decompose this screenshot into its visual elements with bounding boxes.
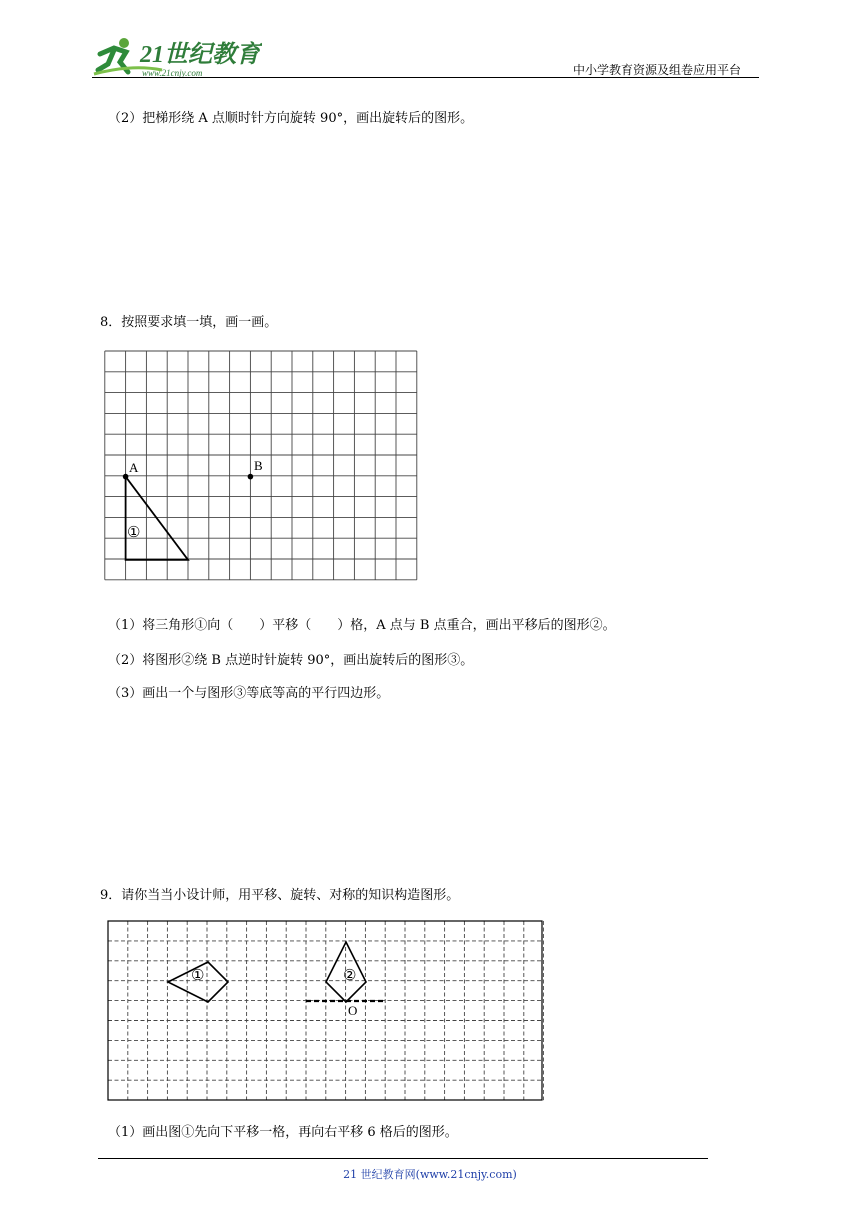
label-b: B [254, 458, 263, 473]
logo-url-text: www.21cnjy.com [142, 68, 203, 78]
shape-2-label: ② [343, 968, 357, 984]
q9-title: 9．请你当当小设计师，用平移、旋转、对称的知识构造图形。 [100, 888, 460, 903]
footer-text: 21 世纪教育网(www.21cnjy.com) [343, 1168, 517, 1181]
q8-grid-figure [102, 349, 420, 583]
triangle-1-label: ① [127, 525, 141, 541]
q8-sub2-text: （2）将图形②绕 B 点逆时针旋转 90°，画出旋转后的图形③。 [108, 653, 474, 668]
q9-grid-lines [108, 921, 544, 1100]
q9-sub1-text: （1）画出图①先向下平移一格，再向右平移 6 格后的图形。 [108, 1125, 458, 1140]
point-a [123, 474, 129, 480]
q8-sub3-text: （3）画出一个与图形③等底等高的平行四边形。 [108, 686, 390, 701]
label-a: A [129, 460, 139, 475]
q8-title: 8．按照要求填一填，画一画。 [100, 315, 278, 330]
site-logo [92, 34, 262, 80]
q8-sub1-text: （1）将三角形①向（ ）平移（ ）格，A 点与 B 点重合，画出平移后的图形②。 [108, 618, 616, 633]
q7-sub2-text: （2）把梯形绕 A 点顺时针方向旋转 90°，画出旋转后的图形。 [108, 111, 474, 126]
point-o-label: O [348, 1003, 358, 1018]
point-b [248, 474, 254, 480]
header-divider [92, 77, 759, 78]
triangle-1 [126, 477, 188, 560]
logo-text: 21世纪教育 [140, 42, 260, 68]
header-platform-text: 中小学教育资源及组卷应用平台 [573, 63, 742, 77]
footer-divider [98, 1158, 708, 1159]
q9-grid-border [108, 921, 542, 1100]
shape-1-label: ① [191, 968, 205, 984]
q9-grid-figure [107, 920, 544, 1102]
